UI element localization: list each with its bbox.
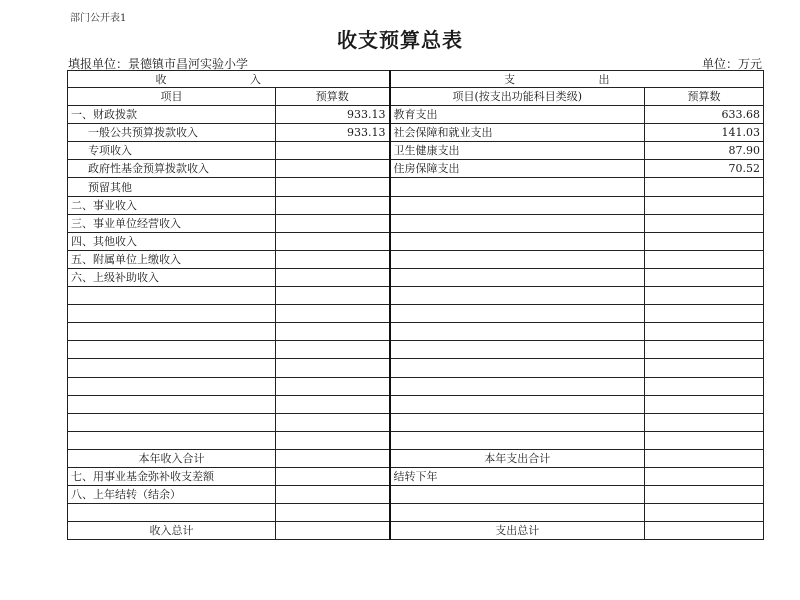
income-year-total-label: 本年收入合计 (68, 449, 276, 467)
expense-item (390, 250, 645, 268)
income-item: 五、附属单位上缴收入 (68, 250, 276, 268)
table-row (68, 106, 764, 124)
prior-year-row (68, 486, 764, 504)
expense-amount: 87.90 (645, 142, 764, 160)
expense-year-total-value (645, 449, 764, 467)
expense-item: 教育支出 (390, 106, 645, 124)
expense-item (390, 232, 645, 250)
expense-item (390, 196, 645, 214)
column-header-row (68, 88, 764, 106)
carry-forward-next-label: 结转下年 (390, 467, 645, 485)
prior-year-balance-label: 八、上年结转（结余） (68, 486, 276, 504)
income-section-header: 收 入 (68, 71, 390, 88)
form-code: 部门公开表1 (70, 13, 127, 24)
table-row (68, 178, 764, 196)
income-item: 二、事业收入 (68, 196, 276, 214)
expense-amount-header: 预算数 (645, 88, 764, 106)
income-amount-header: 预算数 (276, 88, 390, 106)
table-row (68, 250, 764, 268)
table-row (68, 124, 764, 142)
expense-section-header: 支 出 (390, 71, 764, 88)
income-amount: 933.13 (276, 106, 390, 124)
table-row (68, 268, 764, 286)
expense-amount (645, 250, 764, 268)
income-amount (276, 268, 390, 286)
income-item: 三、事业单位经营收入 (68, 214, 276, 232)
budget-summary-table (67, 70, 764, 540)
empty-row (68, 377, 764, 395)
year-total-row (68, 449, 764, 467)
income-grand-total-label: 收入总计 (68, 522, 276, 540)
table-row (68, 232, 764, 250)
income-item: 六、上级补助收入 (68, 268, 276, 286)
table-row (68, 214, 764, 232)
expense-grand-total-label: 支出总计 (390, 522, 645, 540)
income-amount (276, 214, 390, 232)
special-fund-row (68, 467, 764, 485)
grand-total-row (68, 522, 764, 540)
expense-amount (645, 214, 764, 232)
expense-item: 社会保障和就业支出 (390, 124, 645, 142)
income-item: 专项收入 (68, 142, 276, 160)
income-amount (276, 142, 390, 160)
section-header-row (68, 71, 764, 88)
income-amount (276, 160, 390, 178)
table-row (68, 196, 764, 214)
empty-row (68, 413, 764, 431)
income-amount (276, 250, 390, 268)
page-title: 收支预算总表 (337, 28, 463, 52)
expense-item (390, 214, 645, 232)
income-item: 预留其他 (68, 178, 276, 196)
income-item: 政府性基金预算拨款收入 (68, 160, 276, 178)
reporting-unit: 填报单位：景德镇市昌河实验小学 (68, 57, 249, 71)
empty-row (68, 359, 764, 377)
expense-grand-total-value (645, 522, 764, 540)
empty-row (68, 305, 764, 323)
income-amount (276, 232, 390, 250)
empty-row (68, 323, 764, 341)
expense-amount (645, 232, 764, 250)
expense-item: 卫生健康支出 (390, 142, 645, 160)
expense-item (390, 178, 645, 196)
table-row (68, 142, 764, 160)
currency-unit: 单位：万元 (701, 57, 762, 71)
expense-amount: 70.52 (645, 160, 764, 178)
expense-year-total-label: 本年支出合计 (390, 449, 645, 467)
expense-amount (645, 268, 764, 286)
expense-amount (645, 196, 764, 214)
table-row (68, 160, 764, 178)
income-item-header: 项目 (68, 88, 276, 106)
income-item: 一、财政拨款 (68, 106, 276, 124)
empty-row (68, 395, 764, 413)
expense-item-header: 项目(按支出功能科目类级) (390, 88, 645, 106)
expense-amount: 141.03 (645, 124, 764, 142)
empty-row (68, 287, 764, 305)
special-fund-label: 七、用事业基金弥补收支差额 (68, 467, 276, 485)
expense-amount (645, 178, 764, 196)
income-amount (276, 196, 390, 214)
expense-item (390, 268, 645, 286)
empty-row (68, 341, 764, 359)
income-amount: 933.13 (276, 124, 390, 142)
expense-item: 住房保障支出 (390, 160, 645, 178)
income-grand-total-value (276, 522, 390, 540)
empty-row (68, 431, 764, 449)
income-item: 四、其他收入 (68, 232, 276, 250)
income-item: 一般公共预算拨款收入 (68, 124, 276, 142)
expense-amount: 633.68 (645, 106, 764, 124)
income-amount (276, 178, 390, 196)
income-year-total-value (276, 449, 390, 467)
empty-row (68, 504, 764, 522)
